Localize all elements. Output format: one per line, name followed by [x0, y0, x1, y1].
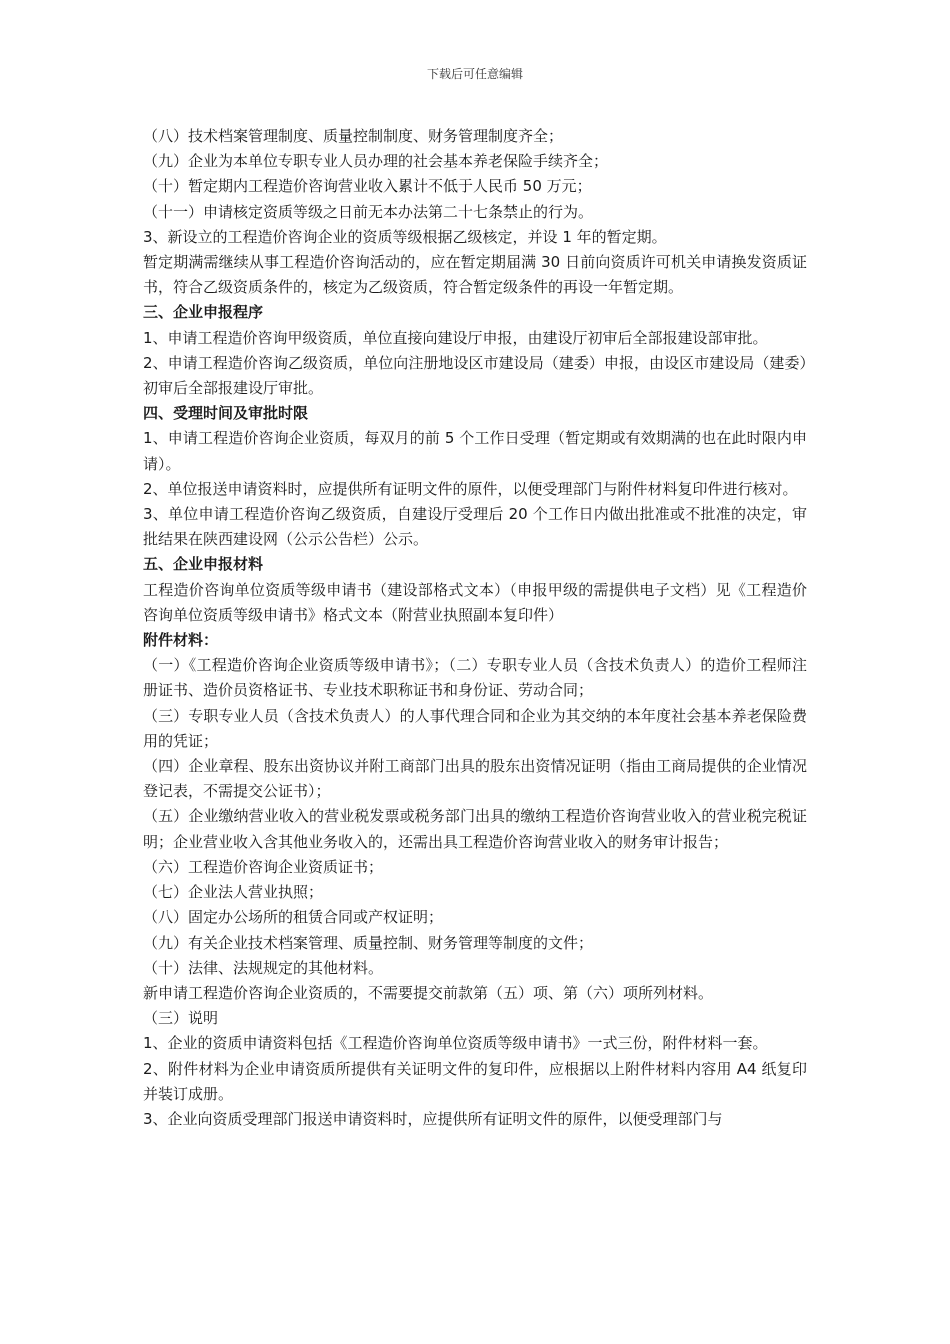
paragraph: （三）说明 — [143, 1009, 219, 1028]
paragraph: （一）《工程造价咨询企业资质等级申请书》；（二）专职专业人员（含技术负责人）的造价工程师注册证书、造价员资格证书、专业技术职称证书和身份证、劳动合同； — [143, 656, 807, 700]
page-header: 下载后可任意编辑 — [426, 67, 523, 81]
paragraph: （十）法律、法规规定的其他材料。 — [143, 958, 384, 977]
paragraph: 新申请工程造价咨询企业资质的，不需要提交前款第（五）项、第（六）项所列材料。 — [143, 983, 714, 1002]
paragraph: 2、附件材料为企业申请资质所提供有关证明文件的复印件，应根据以上附件材料内容用 A4 纸复印并装订成册。 — [143, 1059, 807, 1103]
paragraph: 1、企业的资质申请资料包括《工程造价咨询单位资质等级申请书》一式三份，附件材料一套。 — [143, 1034, 768, 1053]
paragraph: 工程造价咨询单位资质等级申请书（建设部格式文本）（申报甲级的需提供电子文档）见《工程造价咨询单位资质等级申请书》格式文本（附营业执照副本复印件） — [143, 580, 807, 624]
paragraph: 1、申请工程造价咨询甲级资质，单位直接向建设厅申报，由建设厅初审后全部报建设部审批。 — [143, 328, 768, 347]
paragraph: （九）有关企业技术档案管理、质量控制、财务管理等制度的文件； — [143, 933, 594, 952]
paragraph: （三）专职专业人员（含技术负责人）的人事代理合同和企业为其交纳的本年度社会基本养老保险费用的凭证； — [143, 706, 807, 750]
paragraph: （八）固定办公场所的租赁合同或产权证明； — [143, 908, 444, 927]
paragraph: （五）企业缴纳营业收入的营业税发票或税务部门出具的缴纳工程造价咨询营业收入的营业税完税证明；企业营业收入含其他业务收入的，还需出具工程造价咨询营业收入的财务审计报告； — [143, 807, 807, 851]
paragraph: （九）企业为本单位专职专业人员办理的社会基本养老保险手续齐全； — [143, 152, 609, 171]
paragraph: （十）暂定期内工程造价咨询营业收入累计不低于人民币 50 万元； — [143, 177, 592, 196]
paragraph: （六）工程造价咨询企业资质证书； — [143, 857, 384, 876]
section-heading: 四、受理时间及审批时限 — [143, 404, 309, 423]
paragraph: （四）企业章程、股东出资协议并附工商部门出具的股东出资情况证明（指由工商局提供的企业情况登记表，不需提交公证书）； — [143, 757, 807, 801]
paragraph: （八）技术档案管理制度、质量控制制度、财务管理制度齐全； — [143, 127, 564, 145]
paragraph: 2、申请工程造价咨询乙级资质，单位向注册地设区市建设局（建委）申报，由设区市建设局（建委）初审后全部报建设厅审批。 — [143, 353, 807, 398]
section-heading: 附件材料： — [143, 631, 219, 650]
paragraph: （七）企业法人营业执照； — [143, 883, 324, 902]
paragraph: 3、企业向资质受理部门报送申请资料时，应提供所有证明文件的原件，以便受理部门与 — [143, 1109, 723, 1128]
section-heading: 五、企业申报材料 — [143, 555, 264, 574]
paragraph: 3、新设立的工程造价咨询企业的资质等级根据乙级核定，并设 1 年的暂定期。 — [143, 227, 667, 246]
paragraph: 1、申请工程造价咨询企业资质，每双月的前 5 个工作日受理（暂定期或有效期满的也在此时限内申请）。 — [143, 429, 807, 473]
paragraph: （十一）申请核定资质等级之日前无本办法第二十七条禁止的行为。 — [143, 202, 594, 221]
paragraph: 2、单位报送申请资料时，应提供所有证明文件的原件，以便受理部门与附件材料复印件进行核对。 — [143, 479, 798, 498]
paragraph: 3、单位申请工程造价咨询乙级资质，自建设厅受理后 20 个工作日内做出批准或不批准的决定，审批结果在陕西建设网（公示公告栏）公示。 — [143, 505, 807, 549]
section-heading: 三、企业申报程序 — [143, 303, 264, 322]
document-body — [143, 124, 807, 1132]
paragraph: 暂定期满需继续从事工程造价咨询活动的，应在暂定期届满 30 日前向资质许可机关申请换发资质证书，符合乙级资质条件的，核定为乙级资质，符合暂定级条件的再设一年暂定期。 — [143, 253, 807, 297]
